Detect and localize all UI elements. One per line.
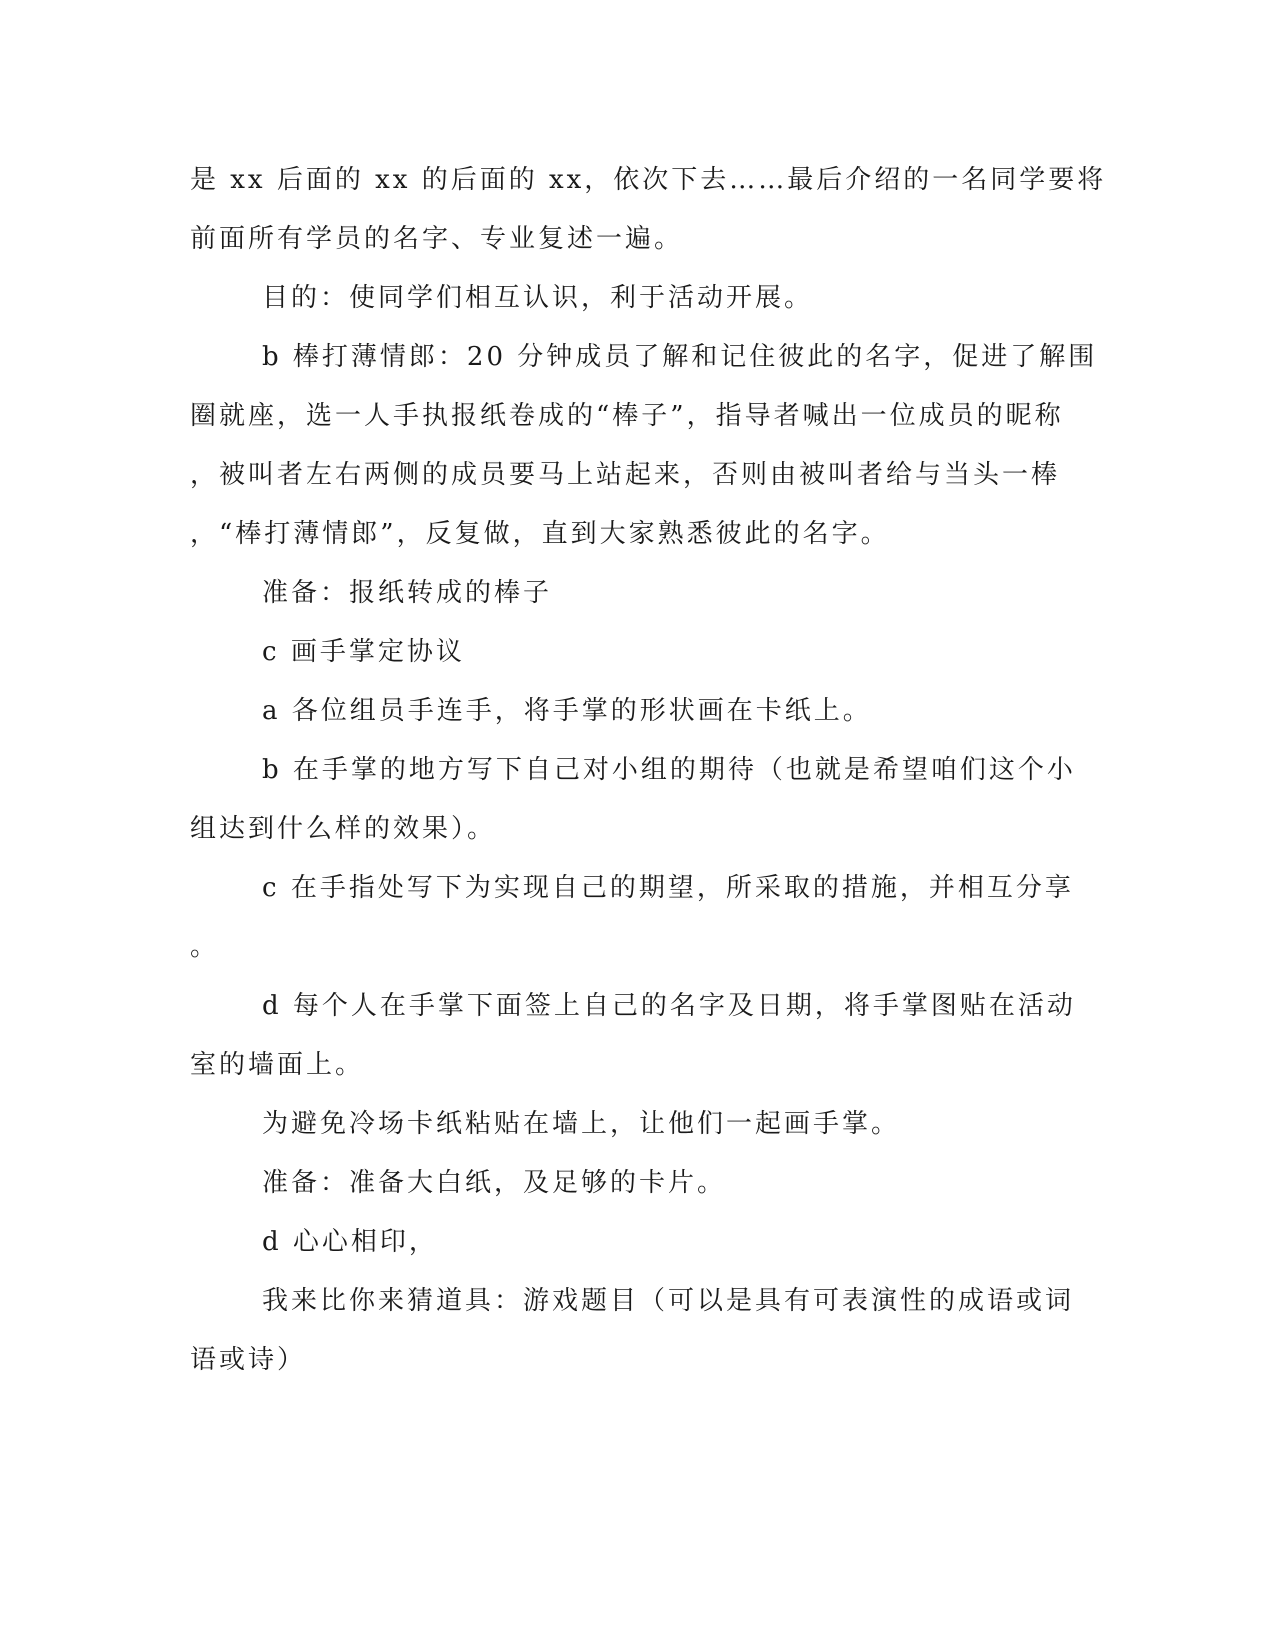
text-line: d 每个人在手掌下面签上自己的名字及日期，将手掌图贴在活动 <box>262 991 1076 1021</box>
text-line: 目的：使同学们相互认识，利于活动开展。 <box>262 283 814 313</box>
text-line: 室的墙面上。 <box>190 1050 365 1080</box>
text-line: 是 xx 后面的 xx 的后面的 xx，依次下去……最后介绍的一名同学要将 <box>190 165 1107 195</box>
text-line: 我来比你来猜道具：游戏题目（可以是具有可表演性的成语或词 <box>262 1286 1075 1316</box>
text-line: 。 <box>190 932 220 962</box>
text-line: a 各位组员手连手，将手掌的形状画在卡纸上。 <box>262 696 872 726</box>
text-line: 前面所有学员的名字、专业复述一遍。 <box>190 224 684 254</box>
text-line: b 在手掌的地方写下自己对小组的期待（也就是希望咱们这个小 <box>262 755 1076 785</box>
text-line: d 心心相印， <box>262 1227 438 1257</box>
text-line: c 在手指处写下为实现自己的期望，所采取的措施，并相互分享 <box>262 873 1074 903</box>
text-line: b 棒打薄情郎：20 分钟成员了解和记住彼此的名字，促进了解围 <box>262 342 1098 372</box>
text-line: ，“棒打薄情郎”，反复做，直到大家熟悉彼此的名字。 <box>190 519 890 549</box>
text-line: 语或诗） <box>190 1345 307 1375</box>
text-line: 准备：准备大白纸，及足够的卡片。 <box>262 1168 727 1198</box>
text-line: 准备：报纸转成的棒子 <box>262 578 553 608</box>
text-line: 为避免冷场卡纸粘贴在墙上，让他们一起画手掌。 <box>262 1109 901 1139</box>
text-line: c 画手掌定协议 <box>262 637 465 667</box>
text-line: 圈就座，选一人手执报纸卷成的“棒子”，指导者喊出一位成员的昵称 <box>190 401 1064 431</box>
text-line: ，被叫者左右两侧的成员要马上站起来，否则由被叫者给与当头一棒 <box>190 460 1061 490</box>
text-line: 组达到什么样的效果）。 <box>190 814 497 844</box>
